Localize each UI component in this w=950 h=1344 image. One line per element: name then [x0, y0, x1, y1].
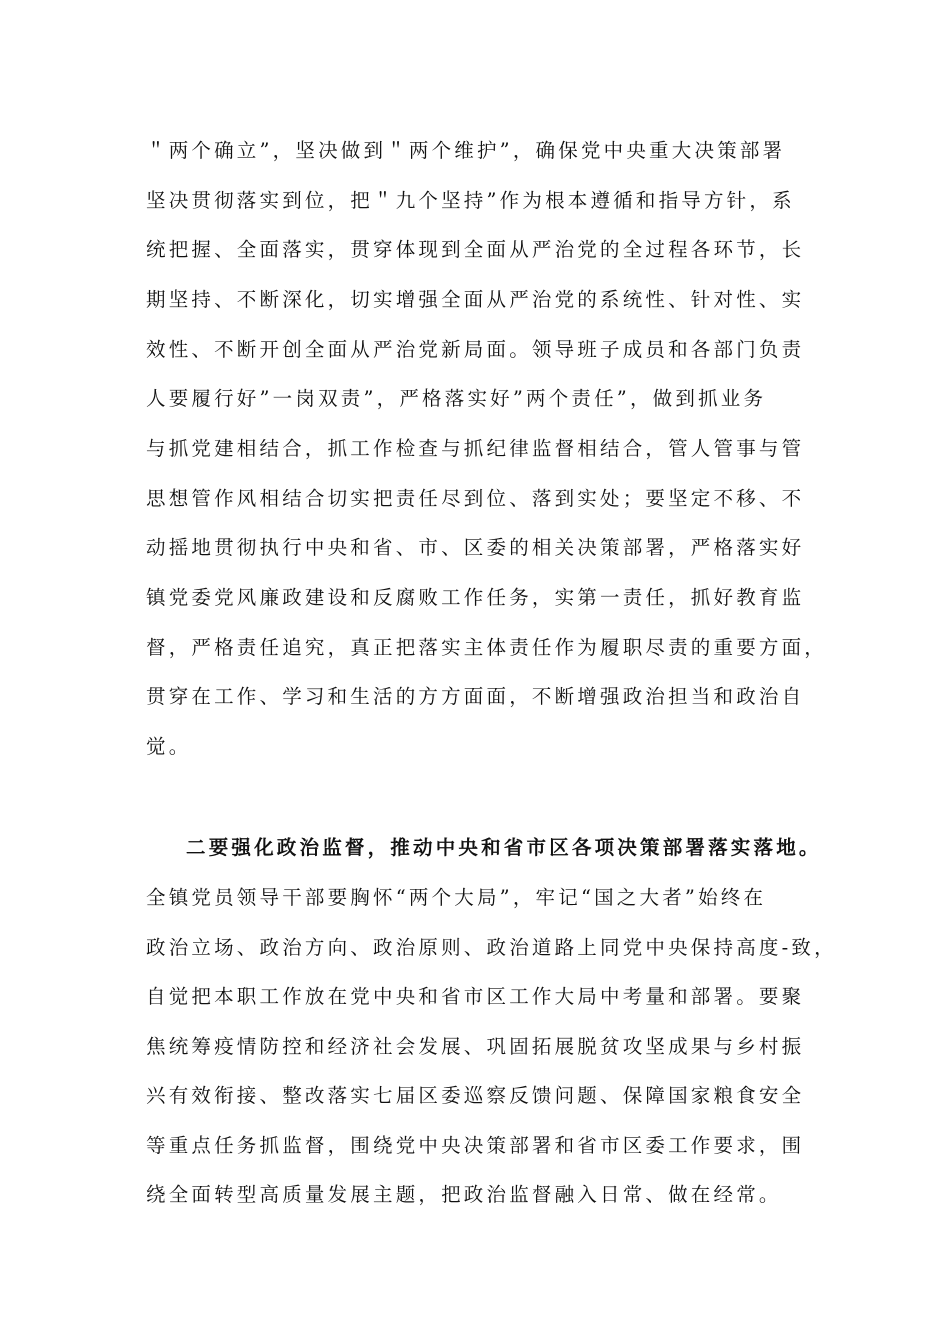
paragraph-2-line: 全镇党员领导干部要胸怀“两个大局”，牢记“国之大者”始终在 [146, 886, 767, 909]
paragraph-1-line: 效性、不断开创全面从严治党新局面。领导班子成员和各部门负责 [146, 338, 805, 361]
paragraph-1-line: 镇党委党风廉政建设和反腐败工作任务，实第一责任，抓好教育监 [146, 586, 805, 609]
paragraph-2-line: 等重点任务抓监督，围绕党中央决策部署和省市区委工作要求，围 [146, 1134, 805, 1157]
paragraph-1-line: 期坚持、不断深化，切实增强全面从严治党的系统性、针对性、实 [146, 288, 805, 311]
section-heading: 二要强化政治监督，推动中央和省市区各项决策部署落实落地。 [186, 836, 822, 859]
paragraph-1-line: 动摇地贯彻执行中央和省、市、区委的相关决策部署，严格落实好 [146, 536, 805, 559]
paragraph-2-line: 焦统筹疫情防控和经济社会发展、巩固拓展脱贫攻坚成果与乡村振 [146, 1035, 805, 1058]
paragraph-1-line: 人要履行好”一岗双责”，严格落实好”两个责任”，做到抓业务 [146, 387, 767, 410]
paragraph-2-line: 绕全面转型高质量发展主题，把政治监督融入日常、做在经常。 [146, 1183, 782, 1206]
paragraph-1-line: 坚决贯彻落实到位，把＂九个坚持”作为根本遵循和指导方针，系 [146, 189, 795, 212]
paragraph-1-line: 贯穿在工作、学习和生活的方方面面，不断增强政治担当和政治自 [146, 685, 805, 708]
paragraph-2-line: 政治立场、政治方向、政治原则、政治道路上同党中央保持高度-致， [146, 936, 837, 959]
paragraph-1-line: ＂两个确立”，坚决做到＂两个维护”，确保党中央重大决策部署 [146, 139, 786, 162]
paragraph-2-line: 兴有效衔接、整改落实七届区委巡察反馈问题、保障国家粮食安全 [146, 1084, 805, 1107]
paragraph-1-line: 思想管作风相结合切实把责任尽到位、落到实处；要坚定不移、不 [146, 487, 805, 510]
paragraph-2-line: 自觉把本职工作放在党中央和省市区工作大局中考量和部署。要聚 [146, 985, 805, 1008]
paragraph-1-line: 觉。 [146, 735, 192, 758]
paragraph-1-line: 与抓党建相结合，抓工作检查与抓纪律监督相结合，管人管事与管 [146, 437, 805, 460]
paragraph-1-line: 督，严格责任追究，真正把落实主体责任作为履职尽责的重要方面， [146, 636, 828, 659]
paragraph-1-line: 统把握、全面落实，贯穿体现到全面从严治党的全过程各环节，长 [146, 238, 805, 261]
